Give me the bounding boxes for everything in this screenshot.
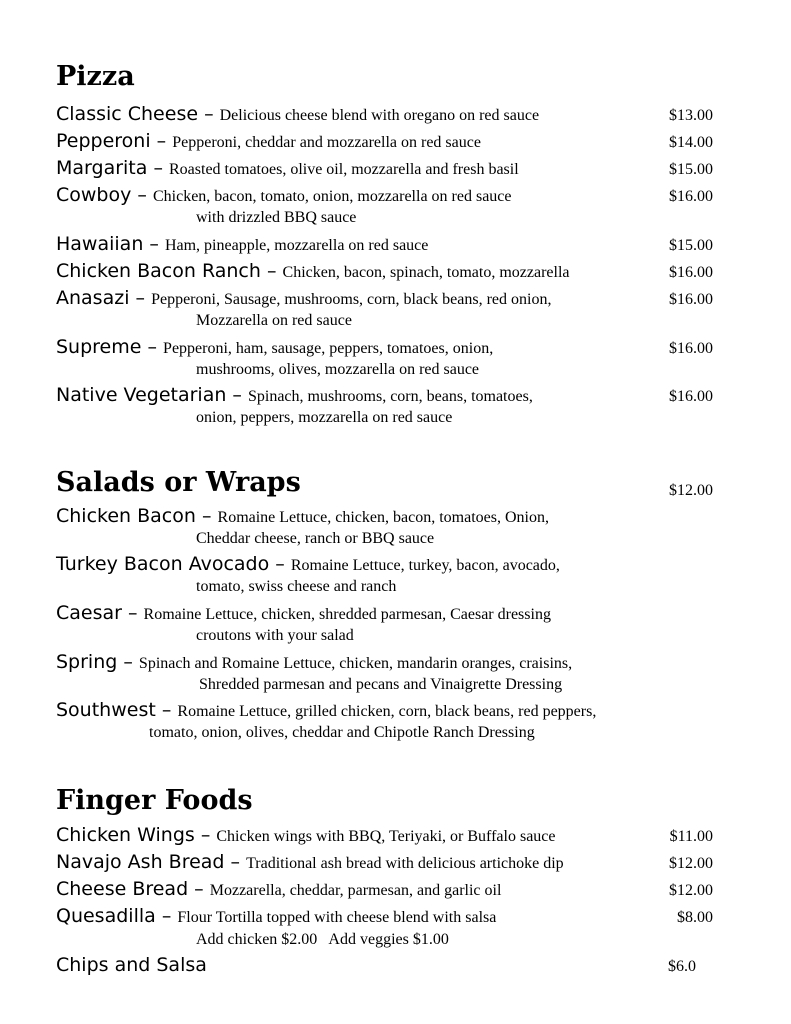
item-description: Romaine Lettuce, chicken, bacon, tomatoes, Onion, [217, 509, 549, 526]
item-price: $15.00 [669, 161, 713, 178]
item-description: Chicken, bacon, spinach, tomato, mozzarella [282, 264, 570, 281]
item-description-continued: croutons with your salad [196, 627, 354, 644]
item-description: Pepperoni, cheddar and mozzarella on red sauce [172, 134, 481, 151]
item-price: $11.00 [669, 828, 713, 845]
item-name: Chicken Wings [56, 824, 195, 846]
item-description-continued: tomato, onion, olives, cheddar and Chipotle Ranch Dressing [149, 724, 535, 741]
item-description-continued: Cheddar cheese, ranch or BBQ sauce [196, 530, 435, 547]
item-description: Romaine Lettuce, turkey, bacon, avocado, [290, 557, 560, 574]
menu-item-southwest: Southwest – Romaine Lettuce, grilled chicken, corn, black beans, red peppers, [56, 699, 597, 721]
item-name: Caesar [56, 602, 122, 624]
item-name: Cheese Bread [56, 878, 189, 900]
item-description: Pepperoni, ham, sausage, peppers, tomatoes, onion, [163, 340, 494, 357]
menu-item-supreme: Supreme – Pepperoni, ham, sausage, peppers, tomatoes, onion, [56, 336, 494, 358]
item-description-continued: Shredded parmesan and pecans and Vinaigrette Dressing [199, 676, 563, 693]
item-name: Classic Cheese [56, 103, 199, 125]
item-name: Spring [56, 651, 118, 673]
item-name: Turkey Bacon Avocado [56, 553, 270, 575]
item-name: Hawaiian [56, 233, 144, 255]
section-heading-finger-foods: Finger Foods [56, 785, 253, 816]
item-price: $13.00 [669, 107, 713, 124]
section-price: $12.00 [669, 482, 713, 499]
menu-item-spring: Spring – Spinach and Romaine Lettuce, chicken, mandarin oranges, craisins, [56, 651, 573, 673]
menu-item-anasazi: Anasazi – Pepperoni, Sausage, mushrooms, corn, black beans, red onion, [56, 287, 552, 309]
item-description-continued: mushrooms, olives, mozzarella on red sauce [196, 361, 480, 378]
item-description: Chicken wings with BBQ, Teriyaki, or Buffalo sauce [216, 828, 556, 845]
menu-item-caesar: Caesar – Romaine Lettuce, chicken, shredded parmesan, Caesar dressing [56, 602, 551, 624]
item-name: Navajo Ash Bread [56, 851, 225, 873]
item-description: Spinach and Romaine Lettuce, chicken, mandarin oranges, craisins, [138, 655, 573, 672]
item-description: Roasted tomatoes, olive oil, mozzarella and fresh basil [169, 161, 519, 178]
menu-item-navajo-ash-bread: Navajo Ash Bread – Traditional ash bread with delicious artichoke dip [56, 851, 564, 873]
item-description: Mozzarella, cheddar, parmesan, and garlic oil [209, 882, 502, 899]
item-price: $15.00 [669, 237, 713, 254]
item-name: Southwest [56, 699, 156, 721]
item-description: Chicken, bacon, tomato, onion, mozzarella on red sauce [152, 188, 512, 205]
item-description-continued: onion, peppers, mozzarella on red sauce [196, 409, 453, 426]
item-description: Delicious cheese blend with oregano on red sauce [219, 107, 540, 124]
item-name: Chips and Salsa [56, 954, 207, 976]
menu-item-chicken-bacon-ranch: Chicken Bacon Ranch – Chicken, bacon, spinach, tomato, mozzarella [56, 260, 570, 282]
item-price: $16.00 [669, 388, 713, 405]
item-name: Native Vegetarian [56, 384, 227, 406]
menu-item-classic-cheese: Classic Cheese – Delicious cheese blend with oregano on red sauce [56, 103, 540, 125]
item-price: $14.00 [669, 134, 713, 151]
item-price: $12.00 [669, 882, 713, 899]
item-description-continued: tomato, swiss cheese and ranch [196, 578, 397, 595]
item-description-continued: with drizzled BBQ sauce [196, 209, 357, 226]
item-name: Supreme [56, 336, 142, 358]
item-description: Flour Tortilla topped with cheese blend with salsa [177, 909, 497, 926]
menu-item-margarita: Margarita – Roasted tomatoes, olive oil, mozzarella and fresh basil [56, 157, 519, 179]
item-name: Cowboy [56, 184, 132, 206]
item-name: Quesadilla [56, 905, 156, 927]
item-description: Traditional ash bread with delicious artichoke dip [246, 855, 564, 872]
item-price: $8.00 [677, 909, 713, 926]
item-price: $16.00 [669, 291, 713, 308]
item-price: $16.00 [669, 188, 713, 205]
item-name: Margarita [56, 157, 148, 179]
item-price: $12.00 [669, 855, 713, 872]
section-heading-pizza: Pizza [56, 61, 135, 92]
menu-item-chicken-bacon: Chicken Bacon – Romaine Lettuce, chicken, bacon, tomatoes, Onion, [56, 505, 549, 527]
item-description-continued: Mozzarella on red sauce [196, 312, 352, 329]
menu-item-pepperoni: Pepperoni – Pepperoni, cheddar and mozzarella on red sauce [56, 130, 481, 152]
menu-item-native-vegetarian: Native Vegetarian – Spinach, mushrooms, corn, beans, tomatoes, [56, 384, 533, 406]
item-description-continued: Add chicken $2.00 Add veggies $1.00 [196, 931, 449, 948]
item-price: $16.00 [669, 264, 713, 281]
item-name: Anasazi [56, 287, 130, 309]
item-description: Romaine Lettuce, chicken, shredded parmesan, Caesar dressing [143, 606, 551, 623]
item-description: Pepperoni, Sausage, mushrooms, corn, black beans, red onion, [151, 291, 552, 308]
item-description: Spinach, mushrooms, corn, beans, tomatoes, [247, 388, 533, 405]
menu-item-chicken-wings: Chicken Wings – Chicken wings with BBQ, Teriyaki, or Buffalo sauce [56, 824, 556, 846]
section-heading-salads: Salads or Wraps [56, 467, 301, 498]
menu-item-cheese-bread: Cheese Bread – Mozzarella, cheddar, parmesan, and garlic oil [56, 878, 502, 900]
menu-item-quesadilla: Quesadilla – Flour Tortilla topped with cheese blend with salsa [56, 905, 497, 927]
item-name: Pepperoni [56, 130, 151, 152]
item-name: Chicken Bacon Ranch [56, 260, 261, 282]
item-name: Chicken Bacon [56, 505, 196, 527]
menu-item-hawaiian: Hawaiian – Ham, pineapple, mozzarella on red sauce [56, 233, 429, 255]
item-price: $6.0 [668, 958, 696, 975]
item-price: $16.00 [669, 340, 713, 357]
item-description: Ham, pineapple, mozzarella on red sauce [164, 237, 429, 254]
item-description: Romaine Lettuce, grilled chicken, corn, black beans, red peppers, [177, 703, 597, 720]
menu-item-cowboy: Cowboy – Chicken, bacon, tomato, onion, mozzarella on red sauce [56, 184, 512, 206]
menu-item-turkey-bacon-avocado: Turkey Bacon Avocado – Romaine Lettuce, turkey, bacon, avocado, [56, 553, 560, 575]
menu-item-chips-and-salsa [56, 954, 207, 976]
